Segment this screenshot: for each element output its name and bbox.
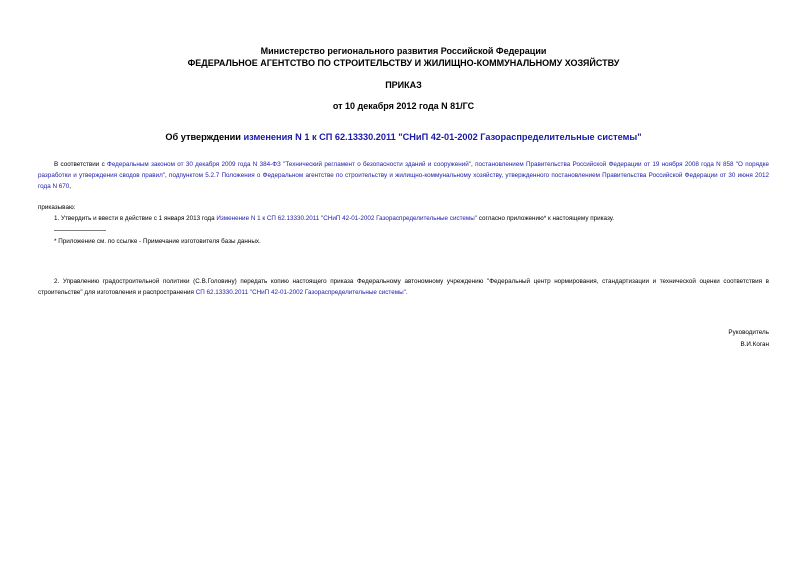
preamble-text-4: , — [69, 183, 72, 190]
doc-type-heading: ПРИКАЗ — [385, 80, 422, 90]
item-2-text-2: . — [405, 289, 408, 296]
government-decree-link[interactable]: постановлением Правительства Российской Федерации от 19 ноября 2008 года N 858 "О порядке разработки и утверждения сводов правил" — [38, 161, 770, 179]
order-title-link[interactable]: изменения N 1 к СП 62.13330.2011 "СНиП 42-01-2002 Газораспределительные системы" — [243, 132, 642, 142]
order-word: приказываю: — [38, 204, 76, 211]
item-1-paragraph — [38, 213, 769, 224]
footnote-separator — [54, 230, 106, 231]
preamble-paragraph — [38, 159, 769, 192]
agency-regulation-link[interactable]: подпунктом 5.2.7 Положения о Федеральном агентстве по строительству и жилищно-коммунальному хозяйству, утвержденного постановлением Правительства Российской Федерации от 30 июня 2012 года N 670 — [38, 172, 769, 190]
preamble-text-1: В соответствии с — [54, 161, 108, 168]
item-1-text-1: 1. Утвердить и ввести в действие с 1 января 2013 года — [54, 215, 217, 222]
amendment-link[interactable]: Изменение N 1 к СП 62.13330.2011 "СНиП 42-01-2002 Газораспределительные системы" — [216, 215, 478, 222]
order-date-line: от 10 декабря 2012 года N 81/ГС — [332, 101, 475, 111]
order-title — [0, 131, 807, 143]
preamble-text-3: , — [165, 172, 170, 179]
sp-document-link[interactable]: СП 62.13330.2011 "СНиП 42-01-2002 Газораспределительные системы" — [195, 289, 406, 296]
signature-name: В.И.Коган — [740, 341, 769, 348]
preamble-text-2: , — [471, 161, 476, 168]
item-1-text-2: согласно приложению* к настоящему приказу. — [477, 215, 615, 222]
signature-position: Руководитель — [728, 329, 769, 336]
order-title-prefix: Об утверждении — [165, 132, 244, 142]
footnote-text: * Приложение см. по ссылке - Примечание изготовителя базы данных. — [54, 238, 261, 245]
agency-heading: ФЕДЕРАЛЬНОЕ АГЕНТСТВО ПО СТРОИТЕЛЬСТВУ И ЖИЛИЩНО-КОММУНАЛЬНОМУ ХОЗЯЙСТВУ — [187, 58, 620, 68]
item-2-paragraph — [38, 276, 769, 298]
federal-law-link[interactable]: Федеральным законом от 30 декабря 2009 года N 384-ФЗ "Технический регламент о безопасности зданий и сооружений" — [107, 161, 472, 168]
ministry-heading: Министерство регионального развития Российской Федерации — [260, 46, 547, 56]
item-2-text-1: 2. Управлению градостроительной политики (С.В.Головину) передать копию настоящего приказа Федеральному автономному учреждению "Федеральный центр нормирования, стандартизации и технической оценки соответствия в строительстве" для изготовления и распространения — [38, 278, 769, 296]
